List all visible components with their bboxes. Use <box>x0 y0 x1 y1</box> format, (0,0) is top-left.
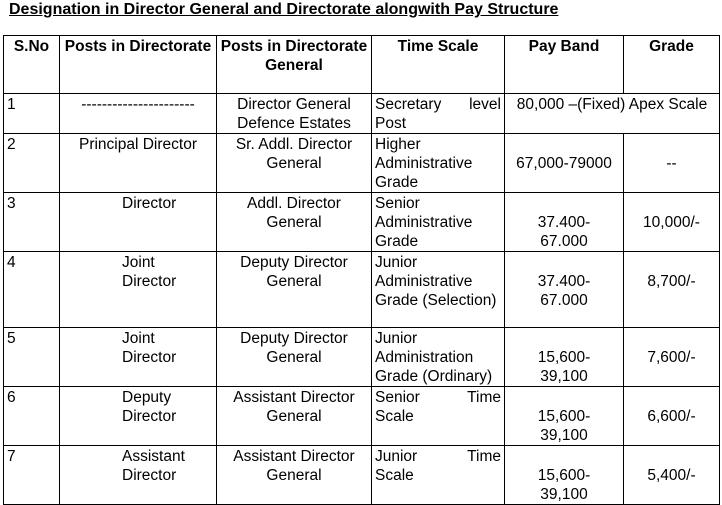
header-sno: S.No <box>4 36 60 94</box>
cell-sno: 5 <box>4 328 60 387</box>
cell-directorate: Principal Director <box>60 134 217 193</box>
cell-grade: 10,000/- <box>624 193 720 252</box>
cell-pay-band: 37.400-67.000 <box>505 193 624 252</box>
page-title: Designation in Director General and Directorate alongwith Pay Structure <box>9 1 559 18</box>
cell-dg: Deputy Director General <box>217 328 372 387</box>
cell-directorate: Deputy Director <box>60 387 217 446</box>
cell-time-scale <box>372 387 505 446</box>
time-scale-part-a: Senior <box>375 389 420 406</box>
cell-pay-band: 37.400-67.000 <box>505 252 624 328</box>
cell-directorate: Director <box>60 193 217 252</box>
cell-dg: Addl. Director General <box>217 193 372 252</box>
cell-grade: 8,700/- <box>624 252 720 328</box>
header-pay-band: Pay Band <box>505 36 624 94</box>
cell-sno: 4 <box>4 252 60 328</box>
cell-pay-band: 67,000-79000 <box>505 134 624 193</box>
cell-time-scale: Junior Administration Grade (Ordinary) <box>372 328 505 387</box>
time-scale-part-b: level <box>469 96 501 113</box>
time-scale-part-a: Secretary <box>375 96 442 113</box>
cell-directorate: ---------------------- <box>60 94 217 134</box>
table-row <box>4 134 720 193</box>
cell-time-scale: Junior Administrative Grade (Selection) <box>372 252 505 328</box>
cell-time-scale <box>372 446 505 505</box>
cell-dg: Deputy Director General <box>217 252 372 328</box>
table-header-row <box>4 36 720 94</box>
header-posts-dg: Posts in Directorate General <box>217 36 372 94</box>
pay-structure-table <box>3 35 720 505</box>
header-time-scale: Time Scale <box>372 36 505 94</box>
cell-time-scale <box>372 94 505 134</box>
time-scale-part-c: Scale <box>375 408 414 425</box>
cell-grade: 7,600/- <box>624 328 720 387</box>
cell-sno: 6 <box>4 387 60 446</box>
cell-dg: Assistant Director General <box>217 387 372 446</box>
cell-dg: Assistant Director General <box>217 446 372 505</box>
time-scale-part-b: Time <box>467 448 501 465</box>
cell-directorate: Joint Director <box>60 252 217 328</box>
cell-directorate: Joint Director <box>60 328 217 387</box>
table-row <box>4 446 720 505</box>
cell-time-scale: Higher Administrative Grade <box>372 134 505 193</box>
time-scale-part-a: Junior <box>375 448 418 465</box>
time-scale-part-c: Post <box>375 115 407 132</box>
cell-grade: 5,400/- <box>624 446 720 505</box>
cell-dg: Director General Defence Estates <box>217 94 372 134</box>
cell-pay-band: 15,600-39,100 <box>505 328 624 387</box>
time-scale-part-c: Scale <box>375 467 414 484</box>
cell-directorate: Assistant Director <box>60 446 217 505</box>
header-grade: Grade <box>624 36 720 94</box>
cell-sno: 7 <box>4 446 60 505</box>
table-row <box>4 193 720 252</box>
cell-time-scale: Senior Administrative Grade <box>372 193 505 252</box>
cell-pay-merged: 80,000 –(Fixed) Apex Scale <box>505 94 720 134</box>
cell-grade: 6,600/- <box>624 387 720 446</box>
cell-grade: -- <box>624 134 720 193</box>
cell-sno: 1 <box>4 94 60 134</box>
cell-pay-band: 15,600-39,100 <box>505 387 624 446</box>
table-row <box>4 387 720 446</box>
table-row <box>4 328 720 387</box>
cell-sno: 2 <box>4 134 60 193</box>
cell-sno: 3 <box>4 193 60 252</box>
cell-dg: Sr. Addl. Director General <box>217 134 372 193</box>
time-scale-part-b: Time <box>467 389 501 406</box>
table-row <box>4 94 720 134</box>
cell-pay-band: 15,600-39,100 <box>505 446 624 505</box>
table-row <box>4 252 720 328</box>
header-posts-directorate: Posts in Directorate <box>60 36 217 94</box>
